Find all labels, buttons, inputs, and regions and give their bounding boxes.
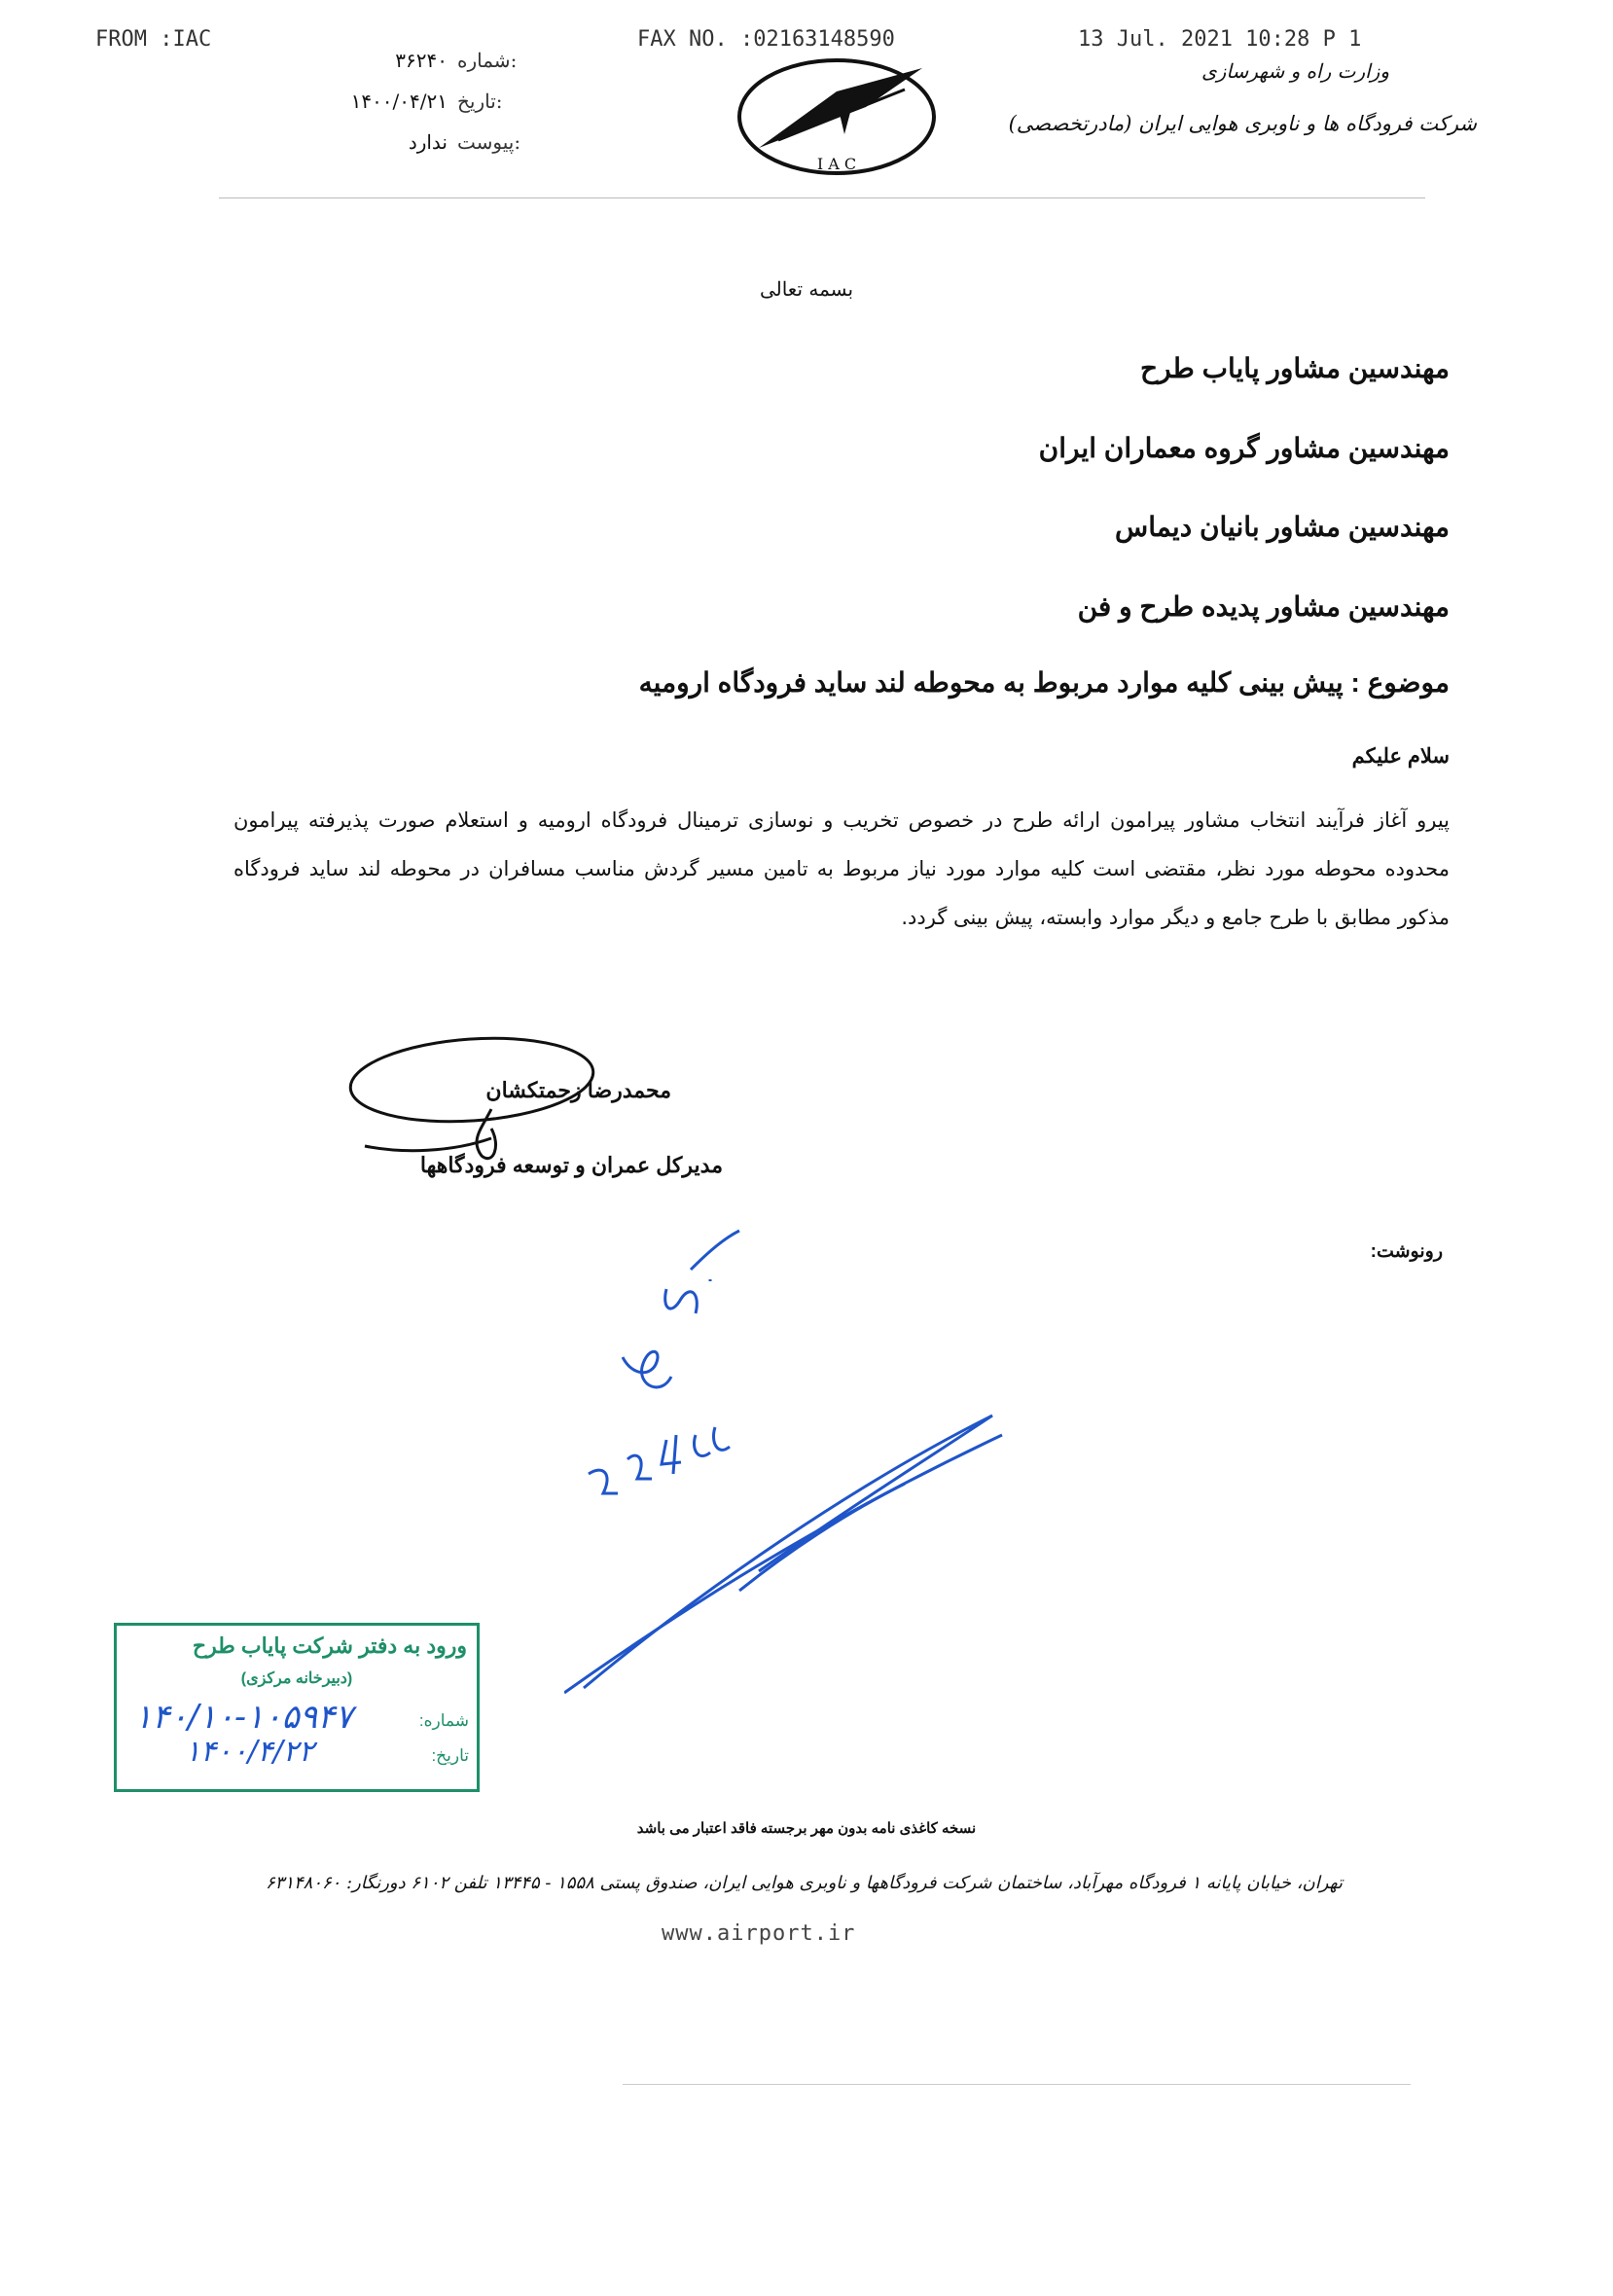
stamp-subtitle: (دبیرخانه مرکزی): [240, 1670, 353, 1687]
cc-label: رونوشت:: [1370, 1241, 1443, 1262]
addressee-2: مهندسین مشاور گروه معماران ایران: [1038, 433, 1450, 463]
company-name: شرکت فرودگاه ها و ناوبری هوایی ایران (مادرتخصصی): [1008, 112, 1477, 135]
addressee-4: مهندسین مشاور پدیده طرح و فن: [1077, 592, 1450, 622]
addressee-1: مهندسین مشاور پایاب طرح: [1140, 353, 1450, 383]
footer-validity-note: نسخه کاغذی نامه بدون مهر برجسته فاقد اعتبار می باشد: [636, 1820, 977, 1837]
stamp-date-label: تاریخ:: [431, 1746, 469, 1765]
letter-date-label: تاریخ:: [457, 90, 503, 113]
logo-letters: I A C: [816, 155, 857, 173]
stamp-date-value: ۱۴۰۰/۴/۲۲: [185, 1735, 315, 1769]
entry-stamp: [114, 1623, 480, 1792]
meta-date-row: [282, 90, 535, 130]
bottom-divider: [623, 2084, 1411, 2085]
handwritten-note: [564, 1202, 1022, 1707]
letter-meta: [282, 49, 535, 171]
invocation: بسمه تعالی: [759, 277, 854, 301]
letter-body: پیرو آغاز فرآیند انتخاب مشاور پیرامون ارائه طرح در خصوص تخریب و نوسازی ترمینال فرودگاه ارومیه و استعلام صورت پذیرفته پیرامون محدوده محوطه مورد نظر، مقتضی است کلیه موارد مورد نیاز مربوط به تامین مسیر گردش مناسب مسافران در محوطه لند ساید فرودگاه مذکور مطابق با طرح جامع و دیگر موارد وابسته، پیش بینی گردد.: [233, 808, 1450, 929]
letter-attachment: ندارد: [408, 130, 448, 154]
stamp-number-label: شماره:: [418, 1711, 469, 1730]
greeting: سلام علیکم: [1351, 745, 1450, 768]
stamp-title: ورود به دفتر شرکت پایاب طرح: [192, 1633, 467, 1658]
letter-date: ۱۴۰۰/۰۴/۲۱: [350, 90, 448, 113]
footer-website: www.airport.ir: [662, 1921, 856, 1946]
letter-number: ۳۶۲۴۰: [395, 49, 448, 72]
stamp-number-value: ۱۴۰/۱۰-۱۰۵۹۴۷: [134, 1698, 353, 1737]
meta-attachment-row: [282, 130, 535, 171]
header-divider: [219, 197, 1425, 198]
fax-datetime: 13 Jul. 2021 10:28 P 1: [1078, 27, 1362, 52]
addressee-3: مهندسین مشاور بانیان دیماس: [1115, 512, 1450, 542]
letter-subject: موضوع : پیش بینی کلیه موارد مربوط به محوطه لند ساید فرودگاه ارومیه: [638, 667, 1450, 698]
letter-attachment-label: پیوست:: [457, 130, 521, 154]
fax-from: FROM :IAC: [95, 27, 212, 52]
signer-title: مدیرکل عمران و توسعه فرودگاهها: [419, 1153, 723, 1177]
fax-number: FAX NO. :02163148590: [637, 27, 895, 52]
ministry-name: وزارت راه و شهرسازی: [1201, 59, 1389, 83]
signer-name: محمدرضا زحمتکشان: [485, 1078, 671, 1102]
meta-number-row: [282, 49, 535, 90]
footer-address: تهران، خیابان پایانه ۱ فرودگاه مهرآباد، ساختمان شرکت فرودگاهها و ناوبری هوایی ایران، صندوق پستی ۱۵۵۸ - ۱۳۴۴۵ تلفن ۶۱۰۲ دورنگار: ۶۳۱۴۸۰۶۰: [265, 1873, 1343, 1893]
iac-logo: [720, 51, 953, 177]
letter-number-label: شماره:: [457, 49, 518, 72]
